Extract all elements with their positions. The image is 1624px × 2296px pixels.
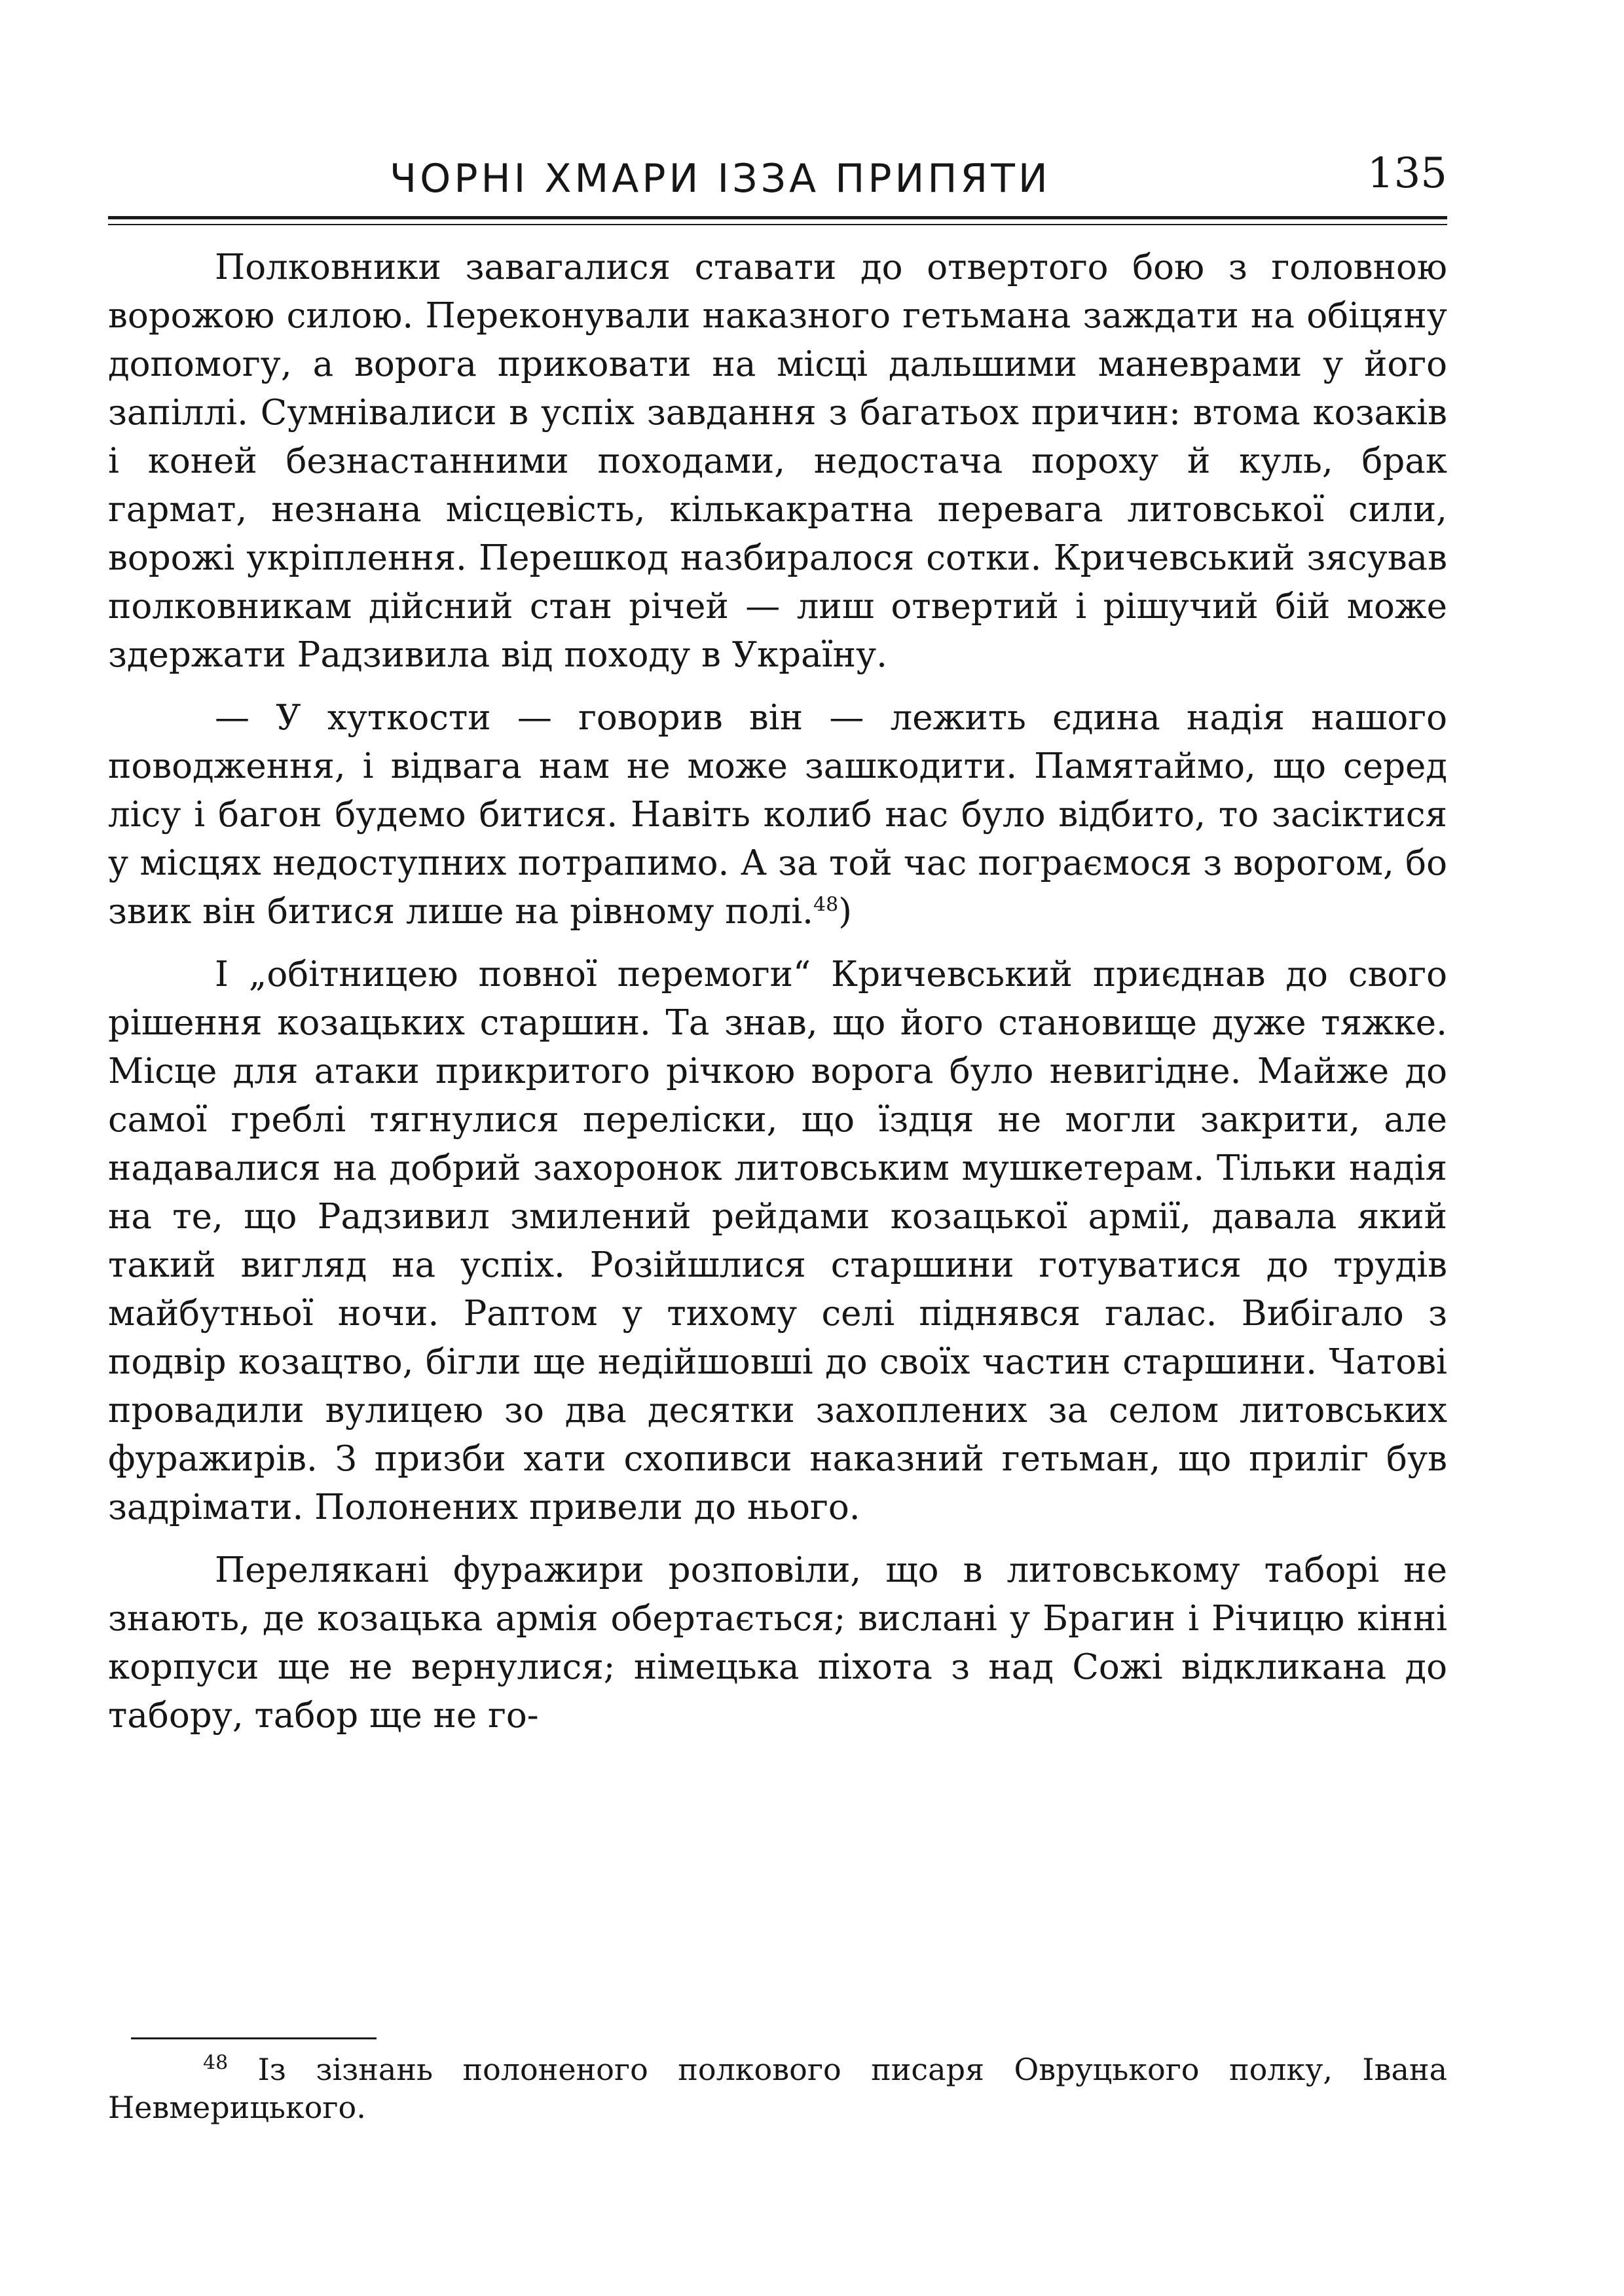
header-rule-thin xyxy=(108,224,1447,225)
paragraph-3: І „обітницею повної перемоги“ Кричевський приєднав до свого рішення козацьких старшин. Та знав, що його становище дуже тяжке. Місце для атаки прикритого річкою ворога було невигідне. Майже до самої греблі тягнулися переліски, що їздця не могли закрити, але надавалися на добрий захоронок литовським мушкетерам. Тільки надія на те, що Радзивил змилений рейдами козацької армії, давала який такий вигляд на успіх. Розійшлися старшини готуватися до трудів майбутньої ночи. Раптом у тихому селі піднявся галас. Вибігало з подвір козацтво, бігли ще недійшовші до своїх частин старшини. Чатові провадили вулицею зо два десятки захоплених за селом литовських фуражирів. З призби хати схопивси наказний гетьман, що приліг був задрімати. Полонених привели до нього. xyxy=(108,955,1447,1527)
paragraph-4: Перелякані фуражири розповіли, що в литовському таборі не знають, де козацька армія обертається; вислані у Брагин і Річицю кінні корпуси ще не вернулися; німецька піхота з над Сожі відкликана до табору, табор ще не го- xyxy=(108,1550,1447,1736)
running-header xyxy=(108,149,1447,221)
header-rule xyxy=(108,216,1447,219)
main-text xyxy=(108,244,1447,1740)
paragraph-2-text: — У хуткости — говорив він — лежить єдина надія нашого поводження, і відвага нам не може зашкодити. Памятаймо, що серед лісу і багон будемо битися. Навіть колиб нас було відбито, то засіктися у місцях недоступних потрапимо. А за той час пограємося з ворогом, бо звик він битися лише на рівному полі. xyxy=(108,698,1447,932)
footnote-separator xyxy=(131,2037,377,2039)
running-title: ЧОРНІ ХМАРИ ІЗЗА ПРИПЯТИ xyxy=(390,156,1051,202)
page-number: 135 xyxy=(1367,149,1447,198)
footnote xyxy=(108,2050,1447,2126)
paragraph-1: Полковники завагалися ставати до отвертого бою з головною ворожою силою. Переконували наказного гетьмана заждати на обіцяну допомогу, а ворога приковати на місці дальшими маневрами у його запіллі. Сумнівалиси в успіх завдання з багатьох причин: втома козаків і коней безнастанними походами, недостача пороху й куль, брак гармат, незнана місцевість, кількакратна перевага литовської сили, ворожі укріплення. Перешкод назбиралося сотки. Кричевський зясував полковникам дійсний стан річей — лиш отвертий і рішучий бій може здержати Радзивила від походу в Україну. xyxy=(108,247,1447,675)
footnote-reference: 48 xyxy=(813,893,839,917)
footnote-text: Із зізнань полоненого полкового писаря Овруцького полку, Івана Невмерицького. xyxy=(108,2052,1447,2125)
paragraph-2 xyxy=(108,694,1447,936)
footnote-number: 48 xyxy=(203,2051,229,2075)
paragraph-2-closing: ) xyxy=(838,892,852,932)
